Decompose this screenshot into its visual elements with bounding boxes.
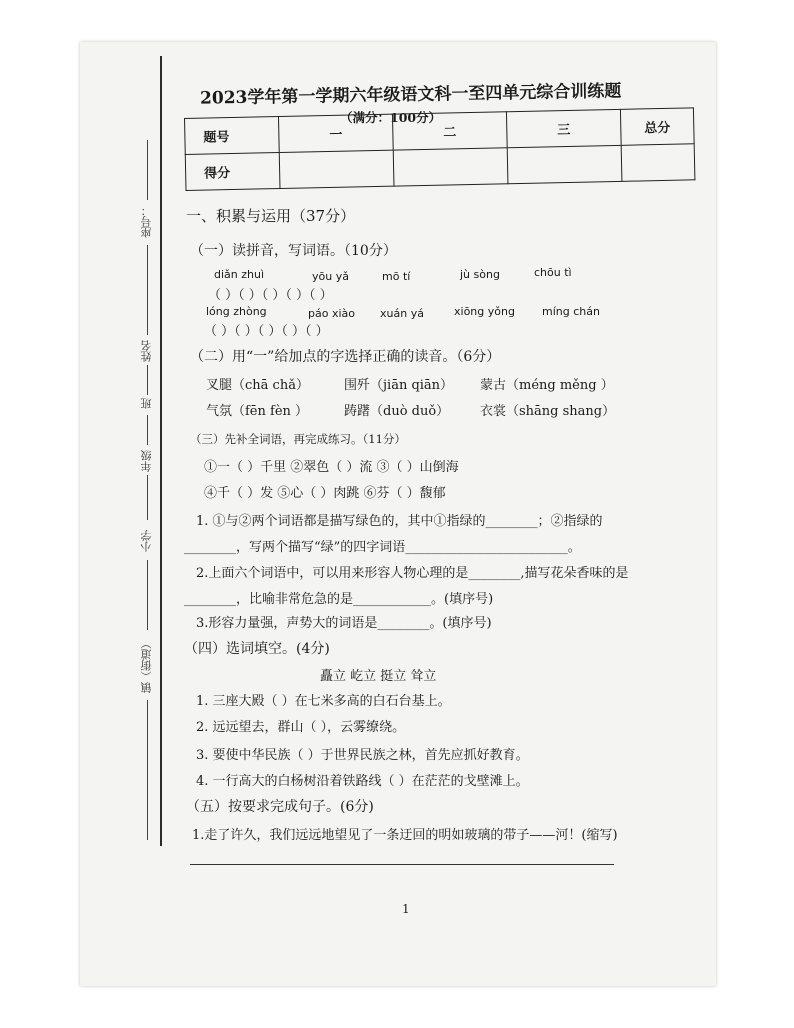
- pinyin: páo xiào: [308, 307, 355, 320]
- score-blank[interactable]: [393, 148, 508, 186]
- word-choices: 矗立 屹立 挺立 耸立: [320, 669, 437, 684]
- score-blank[interactable]: [507, 145, 622, 183]
- word-fill-row[interactable]: ①一（ ）千里 ②翠色（ ）流 ③（ ）山倒海: [204, 460, 459, 475]
- question-text[interactable]: 1. 三座大殿（ ）在七米多高的白石台基上。: [196, 694, 451, 709]
- grade-rule: [147, 415, 148, 445]
- school-label: 小学: [140, 530, 153, 552]
- question-text[interactable]: 2. 远远望去，群山（ ），云雾缭绕。: [196, 720, 406, 735]
- school-rule: [147, 475, 148, 520]
- exam-no-rule: [147, 140, 148, 200]
- score-cell: 得分: [185, 153, 280, 191]
- answer-blanks[interactable]: （ ）（ ）（ ）（ ）（ ）: [208, 288, 333, 303]
- reading-option: 踌躇（duò duǒ）: [344, 404, 450, 419]
- exam-no-label: 座号：: [140, 205, 153, 238]
- score-table: [184, 107, 695, 191]
- score-cell: 一: [278, 114, 393, 152]
- question-text[interactable]: 2.上面六个词语中，可以用来形容人物心理的是________,描写花朵香味的是: [196, 566, 629, 581]
- class-rule: [147, 365, 148, 395]
- question-text: 1.走了许久，我们远远地望见了一条迂回的明如玻璃的带子——河！(缩写): [192, 828, 618, 843]
- pinyin: yōu yǎ: [312, 270, 349, 283]
- bottom-rule: [147, 700, 148, 840]
- pinyin: lóng zhòng: [206, 305, 267, 318]
- question-text[interactable]: 4. 一行高大的白杨树沿着铁路线（ ）在茫茫的戈壁滩上。: [196, 774, 529, 789]
- answer-blanks[interactable]: （ ）（ ）（ ）（ ）（ ）: [204, 324, 329, 339]
- pinyin: xuán yá: [380, 307, 424, 320]
- reading-option: 蒙古（méng měng ）: [480, 378, 614, 393]
- question-text[interactable]: 3.形容力量强，声势大的词语是________。(填序号): [196, 616, 492, 631]
- score-blank[interactable]: [621, 144, 695, 182]
- reading-option: 气氛（fēn fèn ）: [206, 404, 309, 419]
- pinyin: jù sòng: [460, 268, 500, 281]
- question-text[interactable]: 1. ①与②两个词语都是描写绿色的，其中①指绿的________；②指绿的: [196, 514, 603, 529]
- town-label: 镇（街道）: [140, 638, 153, 693]
- score-cell: 二: [392, 112, 507, 150]
- page-title: 2023学年第一学期六年级语文科一至四单元综合训练题: [199, 81, 622, 109]
- section-heading: 一、积累与运用（37分）: [186, 207, 356, 225]
- word-fill-row[interactable]: ④千（ ）发 ⑤心（ ）肉跳 ⑥芬（ ）馥郁: [204, 486, 446, 501]
- pinyin: xiōng yǒng: [454, 305, 515, 318]
- question-text[interactable]: ________，写两个描写“绿”的四字词语_________________________。: [184, 540, 581, 555]
- score-cell: 三: [506, 109, 621, 147]
- page-number: 1: [402, 902, 410, 916]
- part3-heading: （三）先补全词语，再完成练习。（11分）: [190, 432, 406, 446]
- part5-heading: （五）按要求完成句子。(6分): [186, 799, 374, 815]
- pinyin: chōu tì: [534, 266, 572, 279]
- pinyin: diǎn zhuì: [214, 268, 265, 281]
- binding-line: [160, 56, 162, 846]
- score-blank[interactable]: [279, 150, 394, 188]
- page-subtitle: （满分：100分）: [340, 110, 442, 125]
- pinyin: míng chán: [542, 305, 600, 318]
- class-label: 班: [140, 398, 153, 409]
- score-cell: 总分: [620, 108, 694, 146]
- question-text[interactable]: 3. 要使中华民族（ ）于世界民族之林，首先应抓好教育。: [196, 748, 529, 763]
- answer-line[interactable]: [190, 864, 614, 865]
- town-rule: [147, 560, 148, 630]
- reading-option: 围歼（jiān qiān）: [344, 378, 454, 393]
- score-cell: 题号: [185, 117, 280, 155]
- question-text[interactable]: ________，比喻非常危急的是____________。(填序号): [184, 592, 494, 607]
- name-rule: [147, 245, 148, 335]
- reading-option: 叉腿（chā chǎ）: [206, 378, 309, 393]
- reading-option: 衣裳（shāng shang）: [480, 404, 616, 419]
- part4-heading: （四）选词填空。(4分): [184, 641, 330, 657]
- part1-heading: （一）读拼音，写词语。（10分）: [190, 243, 397, 259]
- grade-label: 年级: [140, 450, 153, 472]
- pinyin: mō tí: [382, 270, 411, 283]
- name-label: 姓名: [140, 340, 153, 362]
- part2-heading: （二）用“一”给加点的字选择正确的读音。（6分）: [190, 349, 501, 365]
